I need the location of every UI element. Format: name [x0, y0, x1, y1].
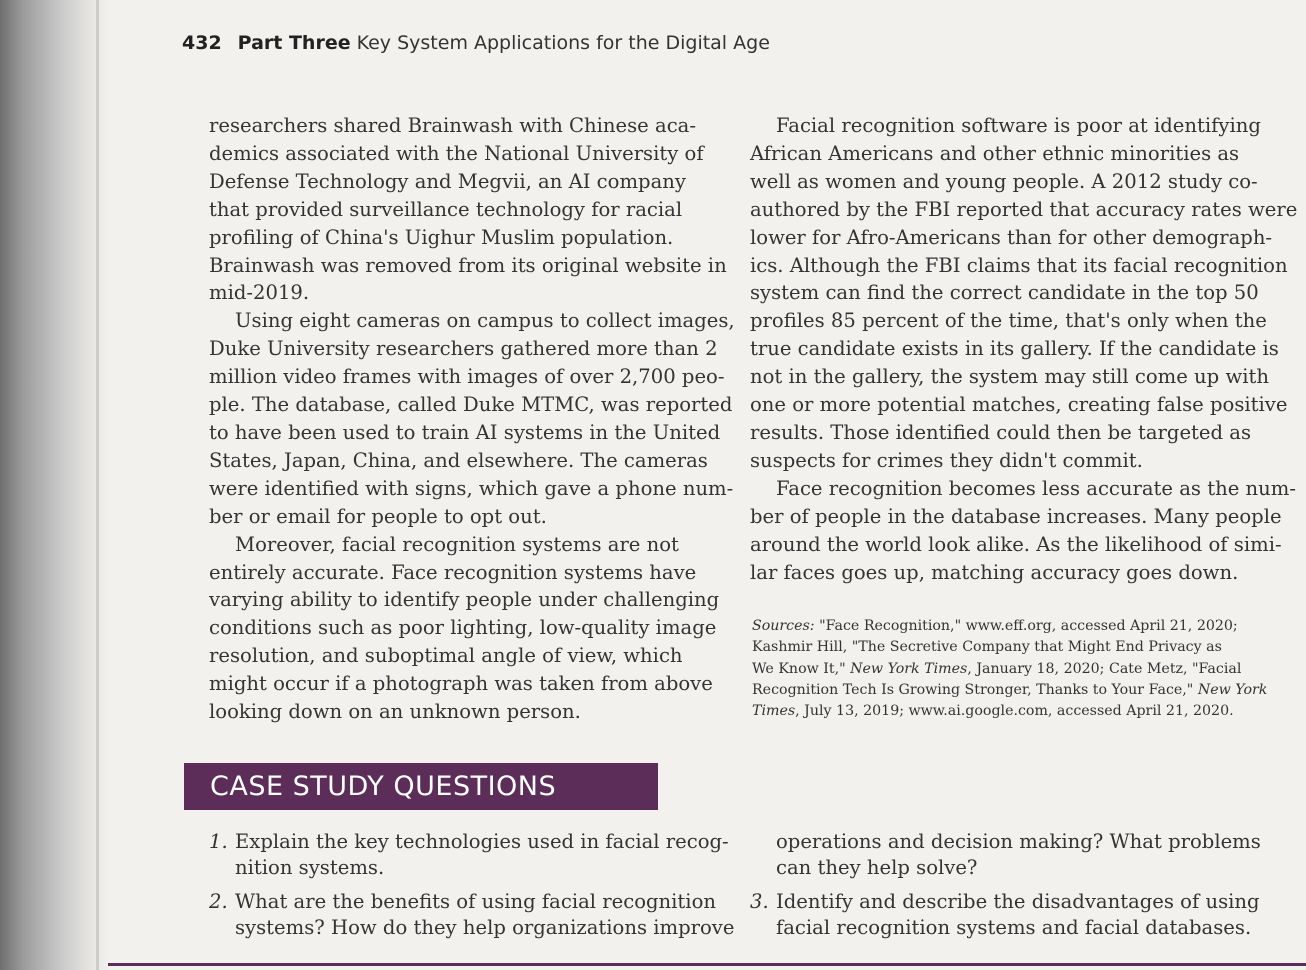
sources-text: , July 13, 2019; www.ai.google.com, accessed April 21, 2020. [795, 703, 1234, 720]
text-line: profiling of China's Uighur Muslim population. [209, 225, 674, 249]
text-line: varying ability to identify people under challenging [209, 588, 720, 612]
question-2-continued [750, 829, 1280, 881]
text-line: Duke University researchers gathered more than 2 [209, 337, 718, 361]
sources-line [752, 659, 1272, 680]
question-line: facial recognition systems and facial databases. [776, 916, 1252, 939]
question-number: 3. [750, 890, 769, 913]
page-binding-line [96, 0, 99, 970]
running-header [182, 32, 770, 54]
sources-line [752, 701, 1272, 722]
case-study-title: CASE STUDY QUESTIONS [210, 771, 557, 802]
publication-name: New York Times [850, 660, 968, 677]
sources-line [752, 680, 1272, 701]
part-label: Part Three [237, 32, 351, 54]
text-line: ics. Although the FBI claims that its facial recognition [750, 253, 1288, 277]
sources-text: , January 18, 2020; Cate Metz, "Facial [967, 660, 1242, 677]
text-line: suspects for crimes they didn't commit. [750, 448, 1143, 472]
text-line: to have been used to train AI systems in the United [209, 420, 721, 444]
question-number: 1. [209, 830, 228, 853]
page-number: 432 [182, 32, 222, 54]
text-line: Facial recognition software is poor at identifying [776, 114, 1261, 137]
text-line: might occur if a photograph was taken from above [209, 672, 713, 696]
sources-label: Sources: [752, 618, 815, 634]
text-line: one or more potential matches, creating false positive [750, 393, 1288, 417]
text-line: mid-2019. [209, 281, 310, 305]
bottom-rule [108, 963, 1306, 966]
text-line: well as women and young people. A 2012 study co- [750, 169, 1258, 193]
sources-line [752, 616, 1272, 637]
text-line: Using eight cameras on campus to collect images, [235, 309, 735, 333]
question-number: 2. [209, 890, 228, 913]
text-line: million video frames with images of over 2,700 peo- [209, 365, 725, 389]
part-title: Key System Applications for the Digital Age [356, 32, 770, 54]
question-1 [209, 829, 729, 881]
question-line: What are the benefits of using facial recognition [235, 890, 716, 913]
text-line: not in the gallery, the system may still come up with [750, 365, 1269, 389]
question-line: operations and decision making? What problems [776, 830, 1261, 853]
text-line: profiles 85 percent of the time, that's only when the [750, 309, 1267, 333]
text-line: lar faces goes up, matching accuracy goes down. [750, 560, 1239, 584]
text-line: entirely accurate. Face recognition systems have [209, 560, 697, 584]
text-line: around the world look alike. As the likelihood of simi- [750, 532, 1282, 556]
publication-name: Times [752, 703, 796, 720]
page-binding-shadow [0, 0, 110, 970]
text-line: results. Those identified could then be targeted as [750, 420, 1252, 444]
text-line: resolution, and suboptimal angle of view, which [209, 644, 683, 668]
right-text-column [750, 112, 1298, 586]
question-2 [209, 889, 735, 941]
text-line: were identified with signs, which gave a phone num- [209, 476, 734, 500]
sources-text: We Know It," [752, 660, 851, 677]
sources-text: Recognition Tech Is Growing Stronger, Thanks to Your Face," [752, 681, 1198, 698]
question-line: can they help solve? [776, 856, 978, 879]
text-line: system can find the correct candidate in the top 50 [750, 281, 1259, 305]
text-line: conditions such as poor lighting, low-quality image [209, 616, 717, 640]
question-line: Explain the key technologies used in facial recog- [235, 830, 729, 853]
text-line: demics associated with the National University of [209, 141, 704, 165]
text-line: researchers shared Brainwash with Chinese aca- [209, 114, 696, 137]
text-line: ber or email for people to opt out. [209, 504, 547, 528]
text-line: African Americans and other ethnic minorities as [750, 141, 1240, 165]
question-line: systems? How do they help organizations improve [235, 916, 735, 939]
question-line: nition systems. [235, 856, 385, 879]
text-line: Brainwash was removed from its original website in [209, 253, 727, 277]
left-text-column [209, 112, 734, 726]
text-line: lower for Afro-Americans than for other demograph- [750, 225, 1273, 249]
text-line: authored by the FBI reported that accuracy rates were [750, 197, 1298, 221]
text-line: ber of people in the database increases. Many people [750, 504, 1282, 528]
text-line: Defense Technology and Megvii, an AI company [209, 169, 686, 193]
publication-name: New York [1197, 681, 1268, 698]
text-line: Face recognition becomes less accurate as the num- [776, 476, 1296, 500]
text-line: looking down on an unknown person. [209, 700, 581, 724]
text-line: Moreover, facial recognition systems are not [235, 532, 679, 556]
sources-text: "Face Recognition," www.eff.org, accessed April 21, 2020; [814, 618, 1238, 634]
text-line: true candidate exists in its gallery. If the candidate is [750, 337, 1279, 361]
question-line: Identify and describe the disadvantages of using [776, 890, 1260, 913]
sources-line: Kashmir Hill, "The Secretive Company that Might End Privacy as [752, 639, 1222, 656]
sources-note [752, 616, 1272, 722]
text-line: that provided surveillance technology for racial [209, 197, 683, 221]
text-line: States, Japan, China, and elsewhere. The cameras [209, 448, 708, 472]
question-3 [750, 889, 1280, 941]
questions-left-column [209, 829, 735, 941]
text-line: ple. The database, called Duke MTMC, was reported [209, 393, 733, 417]
questions-right-column [750, 829, 1280, 941]
